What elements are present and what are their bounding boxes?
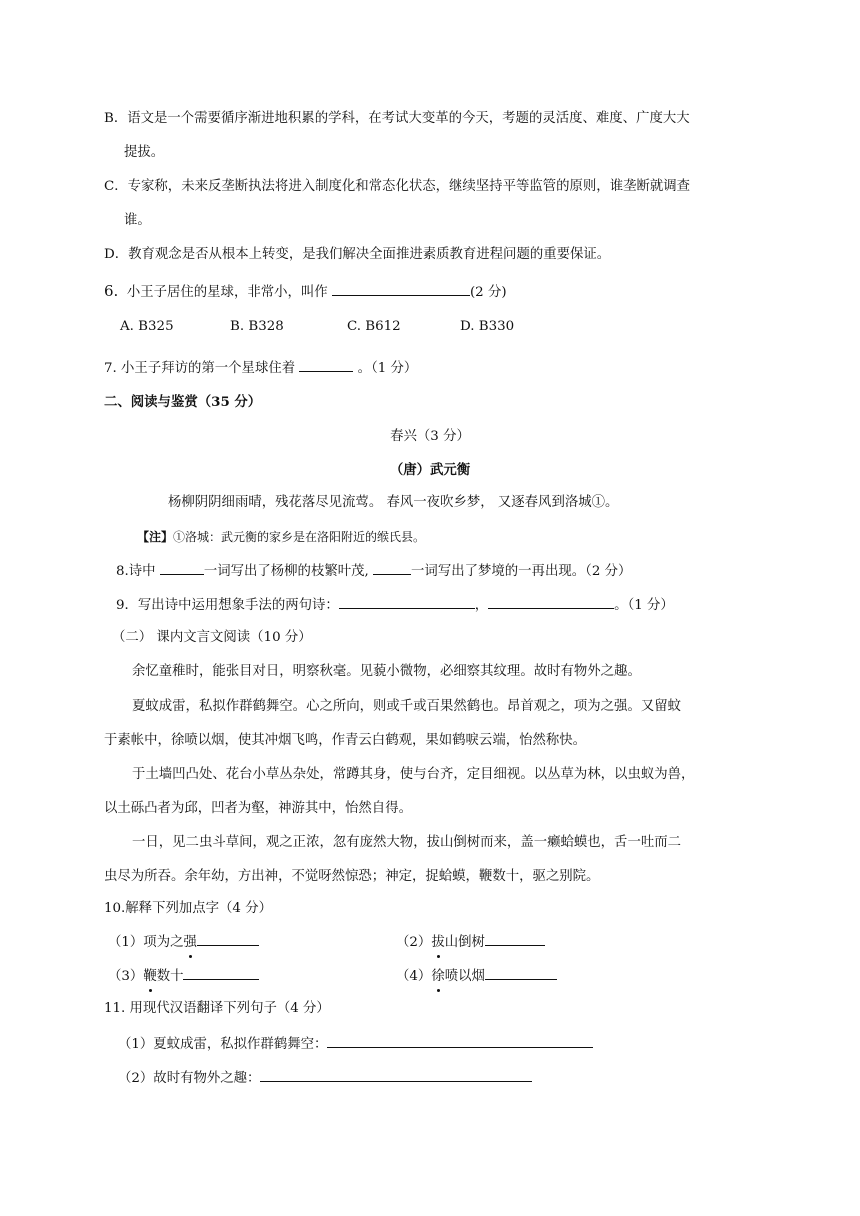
question-9 [116,594,674,616]
q9-comma: ， [474,598,489,613]
q10-item-4-blank[interactable] [485,965,557,980]
question-7 [104,357,417,379]
q11-title: 11. 用现代汉语翻译下列句子（4 分） [104,1001,330,1016]
q10-item-3 [108,965,259,987]
q6-answer-blank[interactable] [332,281,470,296]
q6-number: 6. [104,282,119,300]
q5-option-b-line2: 提拔。 [124,145,165,160]
q5-option-b-line1: B．语文是一个需要循序渐进地积累的学科，在考试大变革的今天，考题的灵活度、难度、广度大大 [104,111,690,126]
question-8 [116,560,631,582]
q8-blank-2[interactable] [373,560,411,575]
q10-item-1 [108,931,259,953]
q6-option-b[interactable]: B. B328 [230,319,284,334]
poem-text: 杨柳阴阴细雨晴，残花落尽见流莺。 春风一夜吹乡梦， 又逐春风到洛城①。 [168,495,619,510]
q10-item-2-prefix: （2） [396,935,432,950]
q6-options [120,317,514,337]
poem-note [137,527,425,547]
q6-score: (2 分) [469,285,507,300]
q6-option-c[interactable]: C. B612 [347,319,401,334]
q7-text: 7. 小王子拜访的第一个星球住着 [104,361,296,376]
passage-p4-line1: 一日，见二虫斗草间，观之正浓，忽有庞然大物，拔山倒树而来，盖一癞蛤蟆也，舌一吐而二 [132,835,682,850]
q8-blank-1[interactable] [160,560,204,575]
q7-score: 。（1 分） [357,361,418,376]
q11-sentence-1 [118,1033,593,1055]
q5-option-c-line2: 谁。 [124,213,151,228]
q10-item-3-text: 数十 [156,969,184,984]
q10-item-3-blank[interactable] [183,965,259,980]
q10-item-3-prefix: （3） [108,969,144,984]
q11-sentence-1-text: （1）夏蚊成雷，私拟作群鹤舞空： [118,1037,328,1052]
part-2-title: （二） 课内文言文阅读（10 分） [112,630,312,645]
q10-item-2-dotted-char: 拔 [431,933,444,953]
q6-text: 小王子居住的星球，非常小，叫作 [126,285,328,300]
q6-option-d[interactable]: D. B330 [460,319,515,334]
q8-prefix: 8.诗中 [116,564,156,579]
q10-item-1-blank[interactable] [197,931,259,946]
section-2-title: 二、阅读与鉴赏（35 分） [104,394,262,410]
q10-item-1-dotted-char: 强 [183,933,196,953]
q11-sentence-1-blank[interactable] [327,1033,593,1048]
passage-p1: 余忆童稚时，能张目对日，明察秋毫。见藐小微物，必细察其纹理。故时有物外之趣。 [132,664,641,679]
q10-item-4-prefix: （4） [396,969,432,984]
poem-note-label: 【注】 [137,530,174,544]
q9-suffix: 。（1 分） [614,598,674,613]
passage-p3-line2: 以土砾凸者为邱，凹者为壑，神游其中，怡然自得。 [104,801,412,816]
q6-option-a[interactable]: A. B325 [120,319,174,334]
passage-p2-line2: 于素帐中，徐喷以烟，使其冲烟飞鸣，作青云白鹤观，果如鹤唳云端，怡然称快。 [104,733,587,748]
q10-item-2 [396,931,545,953]
q10-item-4-dotted-char: 徐 [431,967,444,987]
poem-author: （唐）武元衡 [389,462,471,478]
q10-title: 10.解释下列加点字（4 分） [104,901,272,916]
q10-item-1-text: （1）项为之 [108,935,184,950]
q9-prefix: 9．写出诗中运用想象手法的两句诗： [116,598,339,613]
q9-blank-2[interactable] [488,594,614,609]
passage-p4-line2: 虫尽为所吞。余年幼，方出神，不觉呀然惊恐；神定，捉蛤蟆，鞭数十，驱之别院。 [104,869,600,884]
q5-option-c-line1: C．专家称，未来反垄断执法将进入制度化和常态化状态，继续坚持平等监管的原则，谁垄断就调查 [104,179,691,194]
q5-option-d: D．教育观念是否从根本上转变，是我们解决全面推进素质教育进程问题的重要保证。 [104,247,611,262]
poem-note-text: ①洛城：武元衡的家乡是在洛阳附近的缑氏县。 [173,530,426,544]
q10-item-4 [396,965,557,987]
question-6 [104,281,507,303]
q10-item-3-dotted-char: 鞭 [143,967,156,987]
q8-suffix: 一词写出了梦境的一再出现。（2 分） [411,564,632,579]
q10-item-2-blank[interactable] [485,931,545,946]
passage-p3-line1: 于土墙凹凸处、花台小草丛杂处，常蹲其身，使与台齐，定目细视。以丛草为林，以虫蚁为兽， [132,767,695,782]
q7-answer-blank[interactable] [299,357,353,372]
q8-mid: 一词写出了杨柳的枝繁叶茂, [203,564,369,579]
q10-item-4-text: 喷以烟 [444,969,485,984]
poem-title: 春兴（3 分） [390,429,470,444]
q9-blank-1[interactable] [339,594,475,609]
q10-item-2-text: 山倒树 [444,935,485,950]
q11-sentence-2-text: （2）故时有物外之趣： [118,1071,261,1086]
passage-p2-line1: 夏蚊成雷，私拟作群鹤舞空。心之所向，则或千或百果然鹤也。昂首观之，项为之强。又留蚊 [132,699,682,714]
q11-sentence-2 [118,1067,532,1089]
q11-sentence-2-blank[interactable] [260,1067,532,1082]
